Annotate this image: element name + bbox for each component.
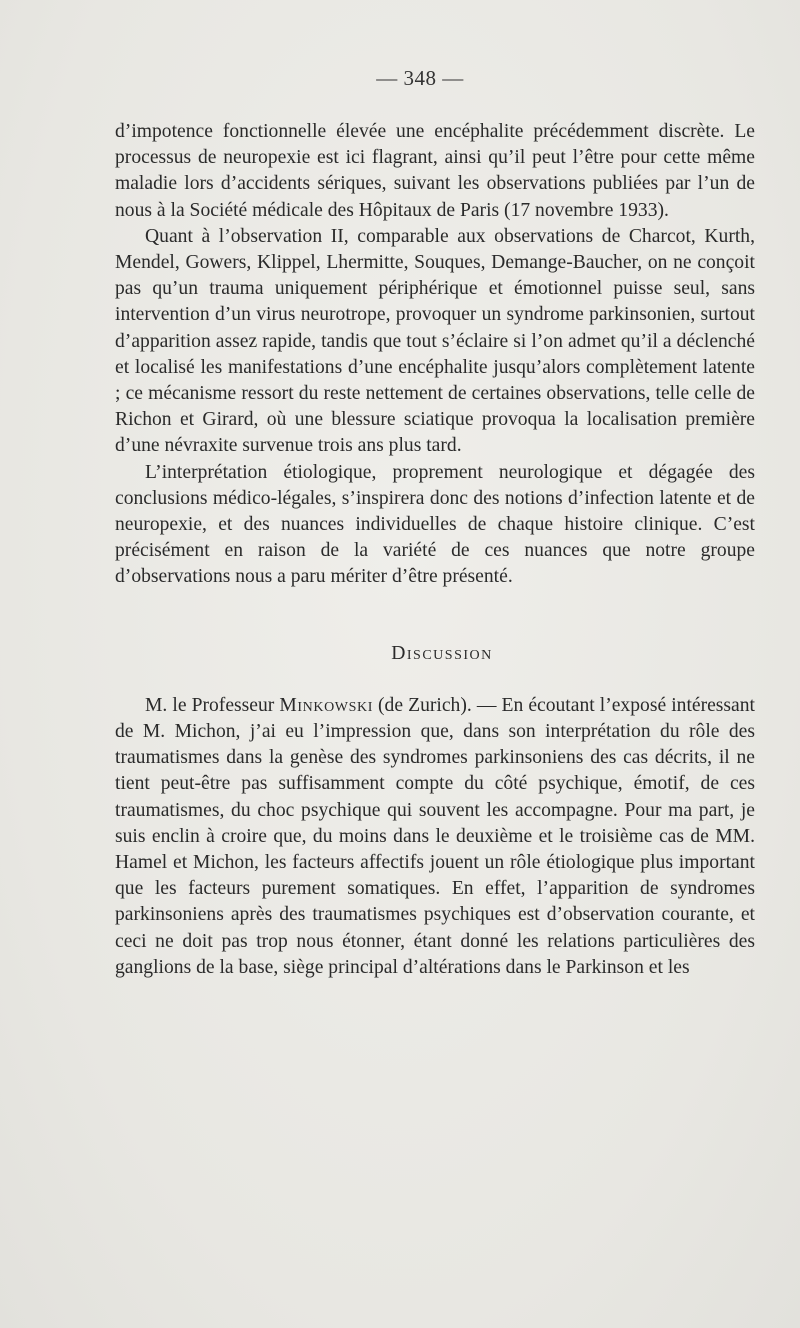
discussion-text: (de Zurich). — En écoutant l’exposé intéressant de M. Michon, j’ai eu l’impression que, dans son interprétation du rôle des traumatismes dans la genèse des syndromes parkinsoniens des cas décrits, il ne tient peut-être pas suffisamment compte du côté psychique, émotif, de ces traumatismes, du choc psychique qui souvent les accompagne. Pour ma part, je suis enclin à croire que, du moins dans le deuxième et le troisième cas de MM. Hamel et Michon, les facteurs affectifs jouent un rôle étiologique plus important que les facteurs purement somatiques. En effet, l’apparition de syndromes parkinsoniens après des traumatismes psychiques est d’observation courante, et ceci ne doit pas trop nous étonner, étant donné les relations particulières des ganglions de la base, siège principal d’altérations dans le Parkinson et les <box>115 694 755 978</box>
paragraph-discussion <box>115 693 755 981</box>
paragraph-interpretation: L’interprétation étiologique, proprement neurologique et dégagée des conclusions médico-légales, s’inspirera donc des notions d’infection latente et de neuropexie, et des nuances individuelles de chaque histoire clinique. C’est précisément en raison de la variété de ces nuances que notre groupe d’observations nous a paru mériter d’être présenté. <box>115 461 755 588</box>
paragraph-observation-ii: Quant à l’observation II, comparable aux observations de Charcot, Kurth, Mendel, Gowers, Klippel, Lhermitte, Souques, Demange-Baucher, on ne conçoit pas qu’un trauma uniquement périphérique et émotionnel puisse seul, sans intervention d’un virus neurotrope, provoquer un syndrome parkinsonien, surtout d’apparition assez rapide, tandis que tout s’éclaire si l’on admet qu’il a déclenché et localisé les manifestations d’une encéphalite jusqu’alors complètement latente ; ce mécanisme ressort du reste nettement de certaines observations, telle celle de Richon et Girard, où une blessure sciatique provoqua la localisation première d’une névraxite survenue trois ans plus tard. <box>115 225 755 457</box>
section-heading-discussion: Discussion <box>391 642 493 664</box>
paragraph-continuation: d’impotence fonctionnelle élevée une encéphalite précédemment discrète. Le processus de neuropexie est ici flagrant, ainsi qu’il peut l’être pour cette même maladie lors d’accidents sériques, suivant les observations publiées par l’un de nous à la Société médicale des Hôpitaux de Paris (17 novembre 1933). <box>115 121 755 221</box>
discussion-prefix: M. le Professeur <box>145 694 280 716</box>
speaker-name: Minkowski <box>279 694 373 716</box>
body-text <box>115 119 755 981</box>
page-number: — 348 — <box>376 66 464 90</box>
